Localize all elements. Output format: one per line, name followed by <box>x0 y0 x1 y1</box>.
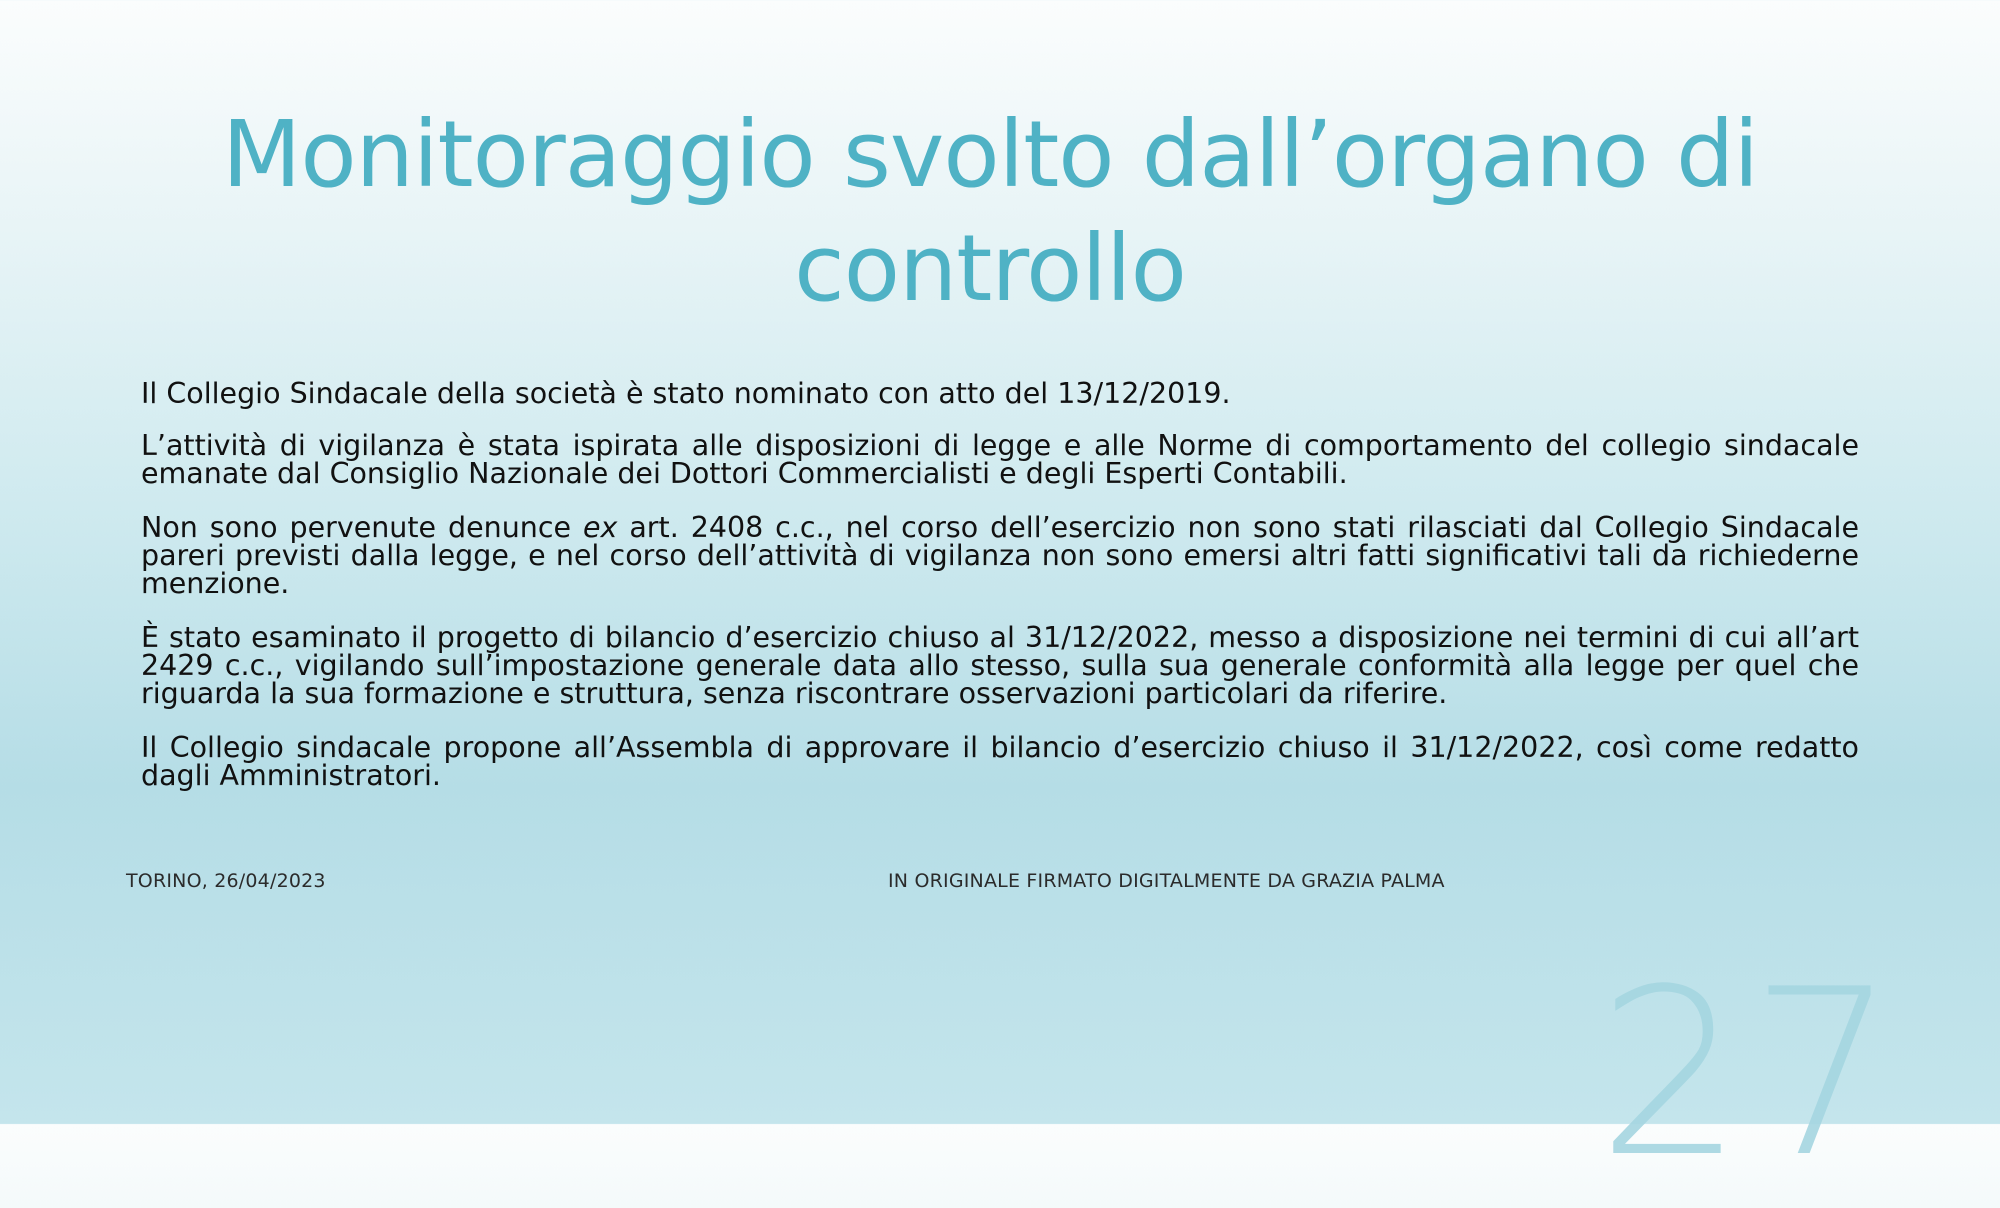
paragraph-denunce-post: art. 2408 c.c., nel corso dell’esercizio non sono stati rilasciati dal Collegio Sindacale pareri previsti dalla legge, e nel corso dell’attività di vigilanza non sono emersi altri fatti significativi tali da richiederne menzione. <box>141 511 1859 600</box>
paragraph-proposta: Il Collegio sindacale propone all’Assembla di approvare il bilancio d’esercizio chiuso il 31/12/2022, così come redatto dagli Amministratori. <box>141 731 1859 792</box>
paragraph-denunce-italic: ex <box>582 511 618 544</box>
paragraph-nomina: Il Collegio Sindacale della società è stato nominato con atto del 13/12/2019. <box>141 377 1231 410</box>
page-number: 27 <box>1597 941 1902 1208</box>
footer-signature: IN ORIGINALE FIRMATO DIGITALMENTE DA GRAZIA PALMA <box>888 870 1445 892</box>
paragraph-denunce-pre: Non sono pervenute denunce <box>141 511 583 544</box>
paragraph-vigilanza: L’attività di vigilanza è stata ispirata alle disposizioni di legge e alle Norme di comportamento del collegio sindacale emanate dal Consiglio Nazionale dei Dottori Commercialisti e degli Esperti Contabili. <box>141 429 1859 490</box>
paragraph-denunce <box>141 511 1859 600</box>
paragraph-bilancio: È stato esaminato il progetto di bilancio d’esercizio chiuso al 31/12/2022, messo a disposizione nei termini di cui all’art 2429 c.c., vigilando sull’impostazione generale data allo stesso, sulla sua generale conformità alla legge per quel che riguarda la sua formazione e struttura, senza riscontrare osservazioni particolari da riferire. <box>141 621 1859 710</box>
slide-title: Monitoraggio svolto dall’organo di controllo <box>221 101 1759 322</box>
slide-body <box>141 377 1859 816</box>
footer-place-date: TORINO, 26/04/2023 <box>126 870 326 892</box>
